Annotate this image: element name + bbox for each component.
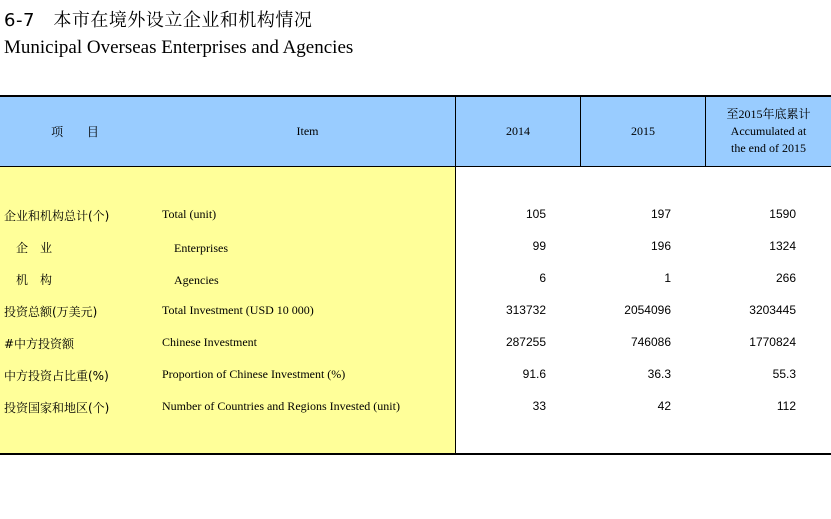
table-row [0, 237, 831, 257]
table-row [0, 365, 831, 385]
page-title-en: Municipal Overseas Enterprises and Agencies [4, 37, 354, 58]
row-label-en: Enterprises [162, 241, 228, 255]
row-label-en: Proportion of Chinese Investment (%) [162, 367, 346, 381]
row-label-cn: 投资总额(万美元) [4, 305, 98, 319]
cell-2015: 36.3 [647, 367, 671, 381]
cell-accumulated: 3203445 [749, 303, 796, 317]
row-label-en: Number of Countries and Regions Invested (unit) [162, 399, 400, 413]
table-bottom-rule [0, 453, 831, 455]
data-table [0, 95, 831, 454]
header-accumulated-cn: 至2015年底累计 [726, 107, 811, 121]
header-2014: 2014 [506, 124, 530, 138]
cell-2015: 42 [657, 399, 671, 413]
cell-2014: 91.6 [522, 367, 546, 381]
cell-accumulated: 1590 [769, 207, 796, 221]
table-row [0, 301, 831, 321]
row-label-en: Total (unit) [162, 207, 217, 221]
cell-2015: 746086 [630, 335, 671, 349]
cell-2014: 105 [525, 207, 546, 221]
row-label-en: Agencies [162, 273, 219, 287]
row-label-cn: 企 业 [4, 241, 53, 255]
header-accumulated-en1: Accumulated at [730, 124, 807, 138]
header-item-cn: 项 目 [51, 125, 109, 139]
row-label-cn: #中方投资额 [4, 337, 75, 351]
cell-accumulated: 266 [775, 271, 796, 285]
header-accumulated-en2: the end of 2015 [731, 141, 806, 155]
table-row [0, 333, 831, 353]
page-title-cn: 6-7 本市在境外设立企业和机构情况 [4, 10, 313, 31]
cell-2014: 6 [539, 271, 546, 285]
cell-accumulated: 112 [776, 399, 796, 413]
cell-2014: 313732 [505, 303, 546, 317]
row-label-cn: 机 构 [4, 273, 53, 287]
header-item-en: Item [296, 124, 319, 138]
row-label-cn: 投资国家和地区(个) [4, 401, 110, 415]
row-label-cn: 企业和机构总计(个) [4, 209, 110, 223]
cell-accumulated: 1324 [769, 239, 796, 253]
header-2015: 2015 [631, 124, 655, 138]
row-label-en: Chinese Investment [162, 335, 257, 349]
header-accumulated [706, 97, 831, 166]
table-row [0, 269, 831, 289]
cell-2014: 33 [532, 399, 546, 413]
cell-2015: 197 [650, 207, 671, 221]
cell-2014: 99 [532, 239, 546, 253]
cell-2015: 1 [664, 271, 671, 285]
cell-accumulated: 1770824 [749, 335, 796, 349]
cell-2015: 196 [650, 239, 671, 253]
table-row [0, 205, 831, 225]
cell-2015: 2054096 [624, 303, 671, 317]
cell-accumulated: 55.3 [772, 367, 796, 381]
row-label-en: Total Investment (USD 10 000) [162, 303, 314, 317]
row-label-cn: 中方投资占比重(%) [4, 369, 109, 383]
cell-2014: 287255 [505, 335, 546, 349]
table-row [0, 397, 831, 417]
